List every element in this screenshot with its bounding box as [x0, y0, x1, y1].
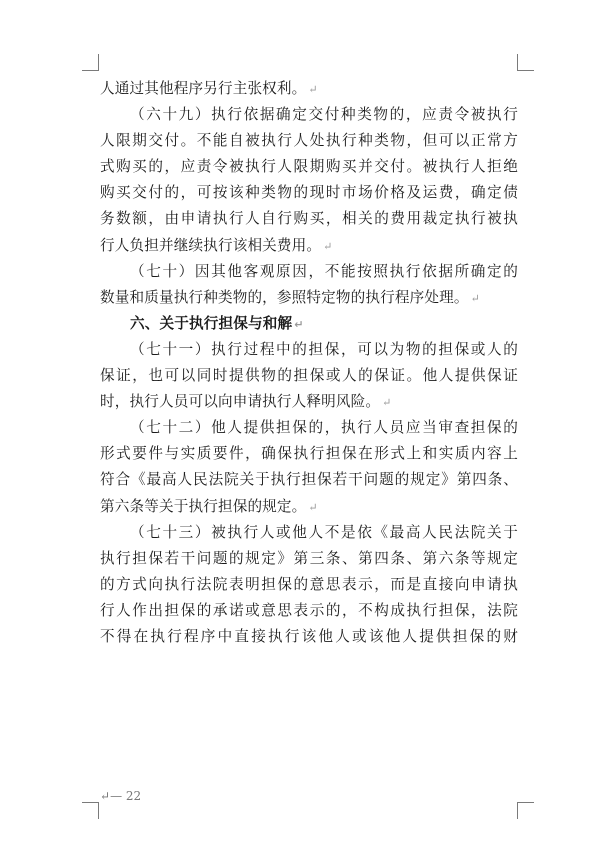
- line-text: 人限期交付。不能自被执行人处执行种类物，但可以正常方: [100, 132, 518, 150]
- text-line: [100, 572, 518, 598]
- line-text: 形式要件与实质要件，确保执行担保在形式上和实质内容上: [100, 445, 518, 463]
- line-text: 购买交付的，可按该种类物的现时市场价格及运费，确定债: [100, 184, 518, 202]
- paragraph-mark-icon: ↵: [323, 239, 333, 253]
- line-text: 的方式向执行法院表明担保的意思表示，而是直接向申请执: [100, 575, 518, 593]
- text-line: [100, 233, 518, 259]
- text-line: [100, 520, 518, 546]
- paragraph-mark-icon: ↵: [100, 789, 111, 803]
- line-text: 保证，也可以同时提供物的担保或人的保证。他人提供保证: [100, 367, 518, 385]
- crop-mark-bottom-right: [517, 802, 534, 819]
- crop-mark-top-left: [82, 54, 99, 71]
- text-line: [100, 415, 518, 441]
- line-text: （七十三）被执行人或他人不是依《最高人民法院关于: [130, 523, 518, 541]
- line-text: （七十）因其他客观原因，不能按照执行依据所确定的: [130, 262, 518, 280]
- page-footer: [100, 789, 141, 803]
- paragraph-mark-icon: ↵: [470, 291, 480, 305]
- text-line: [100, 128, 518, 154]
- document-body: [100, 76, 518, 650]
- line-text: 务数额，由申请执行人自行购买，相关的费用裁定执行被执: [100, 210, 518, 228]
- section-heading: [100, 311, 518, 337]
- paragraph-mark-icon: ↵: [308, 500, 318, 514]
- line-text: 行人作出担保的承诺或意思表示的，不构成执行担保，法院: [100, 601, 518, 619]
- line-text: 行人负担并继续执行该相关费用。: [100, 236, 322, 254]
- text-line: [100, 598, 518, 624]
- text-line: [100, 102, 518, 128]
- line-text: 第六条等关于执行担保的规定。: [100, 497, 307, 515]
- paragraph-mark-icon: ↵: [382, 396, 392, 410]
- line-text: 人通过其他程序另行主张权利。: [100, 80, 307, 97]
- text-line: [100, 624, 518, 650]
- page-number: 22: [125, 789, 142, 803]
- line-text: （七十二）他人提供担保的，执行人员应当审查担保的: [130, 419, 518, 437]
- line-text: 执行担保若干问题的规定》第三条、第四条、第六条等规定: [100, 549, 518, 567]
- crop-mark-top-right: [517, 54, 534, 71]
- text-line: [100, 259, 518, 285]
- line-text: 符合《最高人民法院关于执行担保若干问题的规定》第四条、: [100, 471, 518, 489]
- line-text: （七十一）执行过程中的担保，可以为物的担保或人的: [130, 340, 518, 358]
- text-line: [100, 206, 518, 232]
- line-text: 数量和质量执行种类物的，参照特定物的执行程序处理。: [100, 288, 469, 306]
- line-text: （六十九）执行依据确定交付种类物的，应责令被执行: [130, 106, 518, 124]
- text-line: [100, 389, 518, 415]
- paragraph-mark-icon: ↵: [308, 83, 318, 96]
- text-line: [100, 363, 518, 389]
- line-text: 六、关于执行担保与和解: [130, 314, 293, 332]
- text-line: [100, 180, 518, 206]
- footer-dash: —: [110, 789, 123, 803]
- text-line: [100, 76, 518, 102]
- text-line: [100, 467, 518, 493]
- line-text: 式购买的，应责令被执行人限期购买并交付。被执行人拒绝: [100, 158, 518, 176]
- crop-mark-bottom-left: [82, 802, 99, 819]
- text-line: [100, 154, 518, 180]
- paragraph-mark-icon: ↵: [294, 317, 304, 331]
- text-line: [100, 337, 518, 363]
- text-line: [100, 546, 518, 572]
- text-line: [100, 285, 518, 311]
- line-text: 时，执行人员可以向申请执行人释明风险。: [100, 393, 381, 411]
- line-text: 不得在执行程序中直接执行该他人或该他人提供担保的财: [100, 627, 518, 645]
- text-line: [100, 441, 518, 467]
- text-line: [100, 494, 518, 520]
